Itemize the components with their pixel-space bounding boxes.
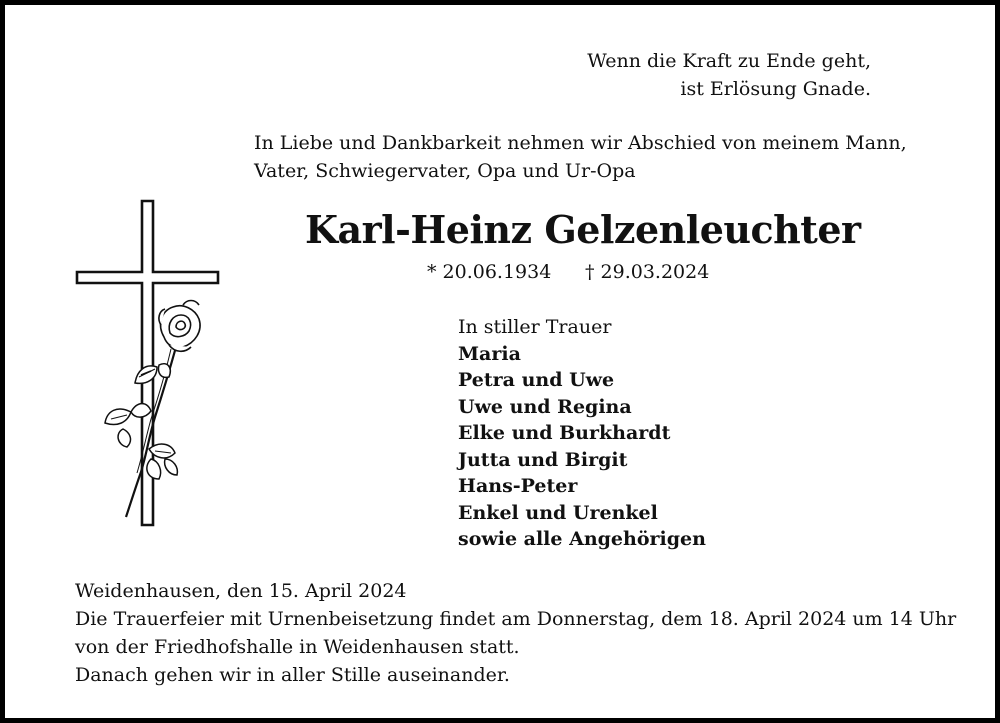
mourner-entry: Hans-Peter [458,475,578,497]
mourner-entry: Enkel und Urenkel [458,501,658,524]
mourner-entry: Elke und Burkhardt [458,422,671,444]
funeral-details [75,577,956,689]
place-and-date: Weidenhausen, den 15. April 2024 [75,580,407,602]
intro-line-2: Vater, Schwiegervater, Opa und Ur-Opa [254,160,636,182]
motto-line-1: Wenn die Kraft zu Ende geht, [587,50,871,72]
mourners-list [458,314,706,553]
mourning-lead: In stiller Trauer [458,316,612,338]
mourner-entry: Maria [458,342,521,365]
intro-line-1: In Liebe und Dankbarkeit nehmen wir Abschied von meinem Mann, [254,132,907,154]
ceremony-info: Die Trauerfeier mit Urnenbeisetzung findet am Donnerstag, dem 18. April 2024 um 14 Uhr [75,608,957,630]
motto-line-2: ist Erlösung Gnade. [680,78,871,100]
mourner-entry: Uwe und Regina [458,395,632,418]
mourner-entry: Petra und Uwe [458,369,615,391]
farewell-intro [254,129,907,185]
ceremony-location: von der Friedhofshalle in Weidenhausen statt. [75,636,520,658]
mourner-entry: sowie alle Angehörigen [458,528,706,550]
cross-with-rose-icon [71,197,227,529]
mourner-entry: Jutta und Birgit [458,448,628,471]
closing-note: Danach gehen wir in aller Stille auseinander. [75,664,510,686]
death-date: † 29.03.2024 [585,261,710,283]
motto-quote [587,47,871,103]
birth-date: * 20.06.1934 [427,261,552,283]
deceased-name: Karl-Heinz Gelzenleuchter [305,207,861,252]
